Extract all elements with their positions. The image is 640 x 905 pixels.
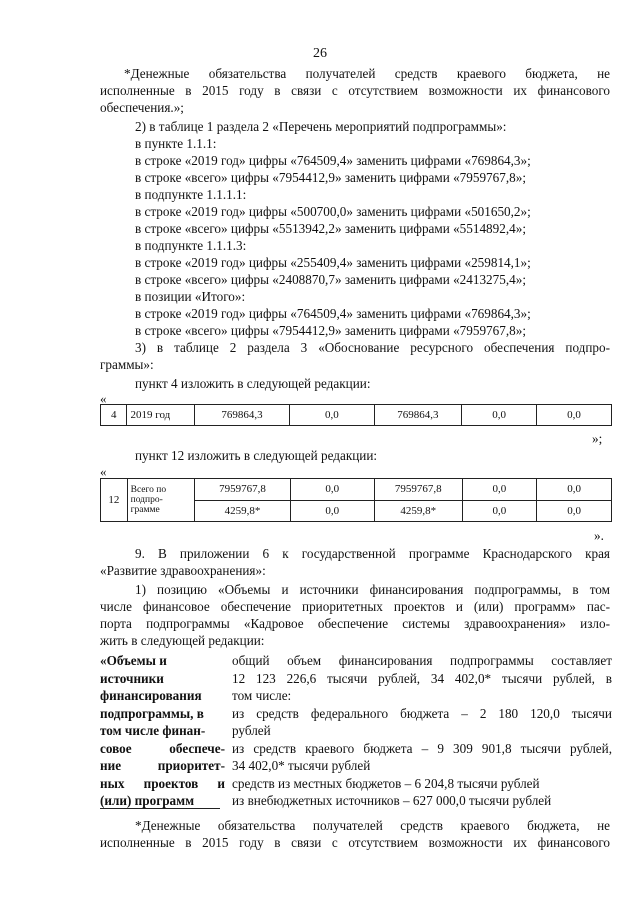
text-line: в строке «2019 год» цифры «764509,4» заменить цифрами «769864,3»; [135, 153, 531, 168]
text-line: в подпункте 1.1.1.3: [135, 238, 247, 253]
table-cell: 4 [101, 405, 127, 426]
value-line: из средств федерального бюджета – 2 180 120,0 тысячи [232, 705, 612, 721]
table-cell: 769864,3 [374, 405, 461, 426]
label-line: грамме [130, 505, 160, 515]
value-line: из средств краевого бюджета – 9 309 901,8 тысячи рублей, [232, 740, 612, 756]
table-cell: 0,0 [537, 500, 612, 522]
table-row [101, 479, 612, 501]
text-line: числе финансовое обеспечение приоритетных проектов и (или) программ» пас- [100, 599, 610, 614]
passport-value [232, 652, 612, 810]
label-line: совое обеспече- [100, 740, 225, 756]
label-line: «Объемы и [100, 653, 167, 668]
text-line: в подпункте 1.1.1.1: [135, 187, 247, 202]
label-line: подпро- [130, 495, 163, 505]
table-cell: 12 [101, 479, 128, 522]
footnote-line: *Денежные обязательства получателей средств краевого бюджета, не [124, 66, 610, 81]
text-line: 9. В приложении 6 к государственной программе Краснодарского края [135, 546, 610, 561]
quote-close: »; [592, 431, 603, 446]
table-point-4 [100, 404, 612, 426]
text-line: в строке «2019 год» цифры «764509,4» заменить цифрами «769864,3»; [135, 306, 531, 321]
table-cell: 2019 год [127, 405, 195, 426]
value-line: общий объем финансирования подпрограммы составляет [232, 653, 612, 668]
value-line: рублей [232, 723, 271, 738]
footnote-line: *Денежные обязательства получателей средств краевого бюджета, не [135, 818, 610, 833]
text-line: «Развитие здравоохранения»: [100, 563, 266, 578]
value-line: из внебюджетных источников – 627 000,0 тысячи рублей [232, 793, 552, 808]
quote-open: « [100, 391, 107, 406]
footnote-line: исполненные в 2015 году в связи с отсутствием возможности их финансового [100, 835, 610, 850]
table-cell: 0,0 [462, 500, 537, 522]
text-line: в строке «всего» цифры «7954412,9» заменить цифрами «7959767,8»; [135, 170, 526, 185]
value-line: средств из местных бюджетов – 6 204,8 тысячи рублей [232, 775, 540, 791]
text-line: в пункте 1.1.1: [135, 136, 217, 151]
table-cell-label [127, 479, 195, 522]
table-cell: 0,0 [537, 479, 612, 501]
text-line: в строке «всего» цифры «7954412,9» заменить цифрами «7959767,8»; [135, 323, 526, 338]
text-line: в строке «всего» цифры «2408870,7» заменить цифрами «2413275,4»; [135, 272, 526, 287]
label-line: источники [100, 670, 164, 686]
table-cell: 0,0 [537, 405, 612, 426]
footnote-line: обеспечения.»; [100, 100, 184, 115]
text-line: в позиции «Итого»: [135, 289, 246, 304]
table-cell: 0,0 [462, 405, 537, 426]
table-cell: 7959767,8 [374, 479, 462, 501]
table-cell: 4259,8* [195, 500, 290, 522]
text-line: в строке «всего» цифры «5513942,2» заменить цифрами «5514892,4»; [135, 221, 526, 236]
text-line: в строке «2019 год» цифры «255409,4» заменить цифрами «259814,1»; [135, 255, 531, 270]
quote-open: « [100, 464, 107, 479]
value-line: том числе: [232, 688, 292, 703]
table-cell: 0,0 [290, 479, 374, 501]
text-line: жить в следующей редакции: [100, 633, 265, 648]
table-cell: 7959767,8 [195, 479, 290, 501]
footnote-line: исполненные в 2015 году в связи с отсутствием возможности их финансового [100, 83, 610, 98]
quote-close: ». [594, 528, 604, 543]
text-line: 3) в таблице 2 раздела 3 «Обоснование ресурсного обеспечения подпро- [135, 340, 610, 355]
text-line: 1) позицию «Объемы и источники финансирования подпрограммы, в том [135, 582, 610, 597]
text-line: порта подпрограммы «Кадровое обеспечение системы здравоохранения» изло- [100, 616, 610, 631]
label-line: подпрограммы, в [100, 705, 204, 721]
label-line: финансирования [100, 688, 202, 703]
table-cell: 0,0 [290, 405, 375, 426]
label-line: Всего по [130, 485, 167, 495]
table-cell: 4259,8* [374, 500, 462, 522]
page-number: 26 [313, 46, 327, 61]
text-line: 2) в таблице 1 раздела 2 «Перечень мероприятий подпрограммы»: [135, 119, 507, 134]
text-line: граммы»: [100, 357, 154, 372]
table-cell: 0,0 [290, 500, 374, 522]
value-line: 12 123 226,6 тысячи рублей, 34 402,0* тысячи рублей, в [232, 670, 612, 686]
text-line: пункт 12 изложить в следующей редакции: [135, 448, 378, 463]
text-line: в строке «2019 год» цифры «500700,0» заменить цифрами «501650,2»; [135, 204, 531, 219]
value-line: 34 402,0* тысячи рублей [232, 758, 371, 773]
label-line: ние приоритет- [100, 758, 225, 773]
text-line: пункт 4 изложить в следующей редакции: [135, 376, 371, 391]
passport-label [100, 652, 225, 810]
table-cell: 769864,3 [194, 405, 289, 426]
footnote-divider [100, 808, 220, 809]
label-line: (или) программ [100, 793, 195, 808]
table-cell: 0,0 [462, 479, 537, 501]
table-row [101, 405, 612, 426]
label-line: ных проектов и [100, 775, 225, 791]
table-point-12 [100, 478, 612, 522]
label-line: том числе финан- [100, 723, 206, 738]
